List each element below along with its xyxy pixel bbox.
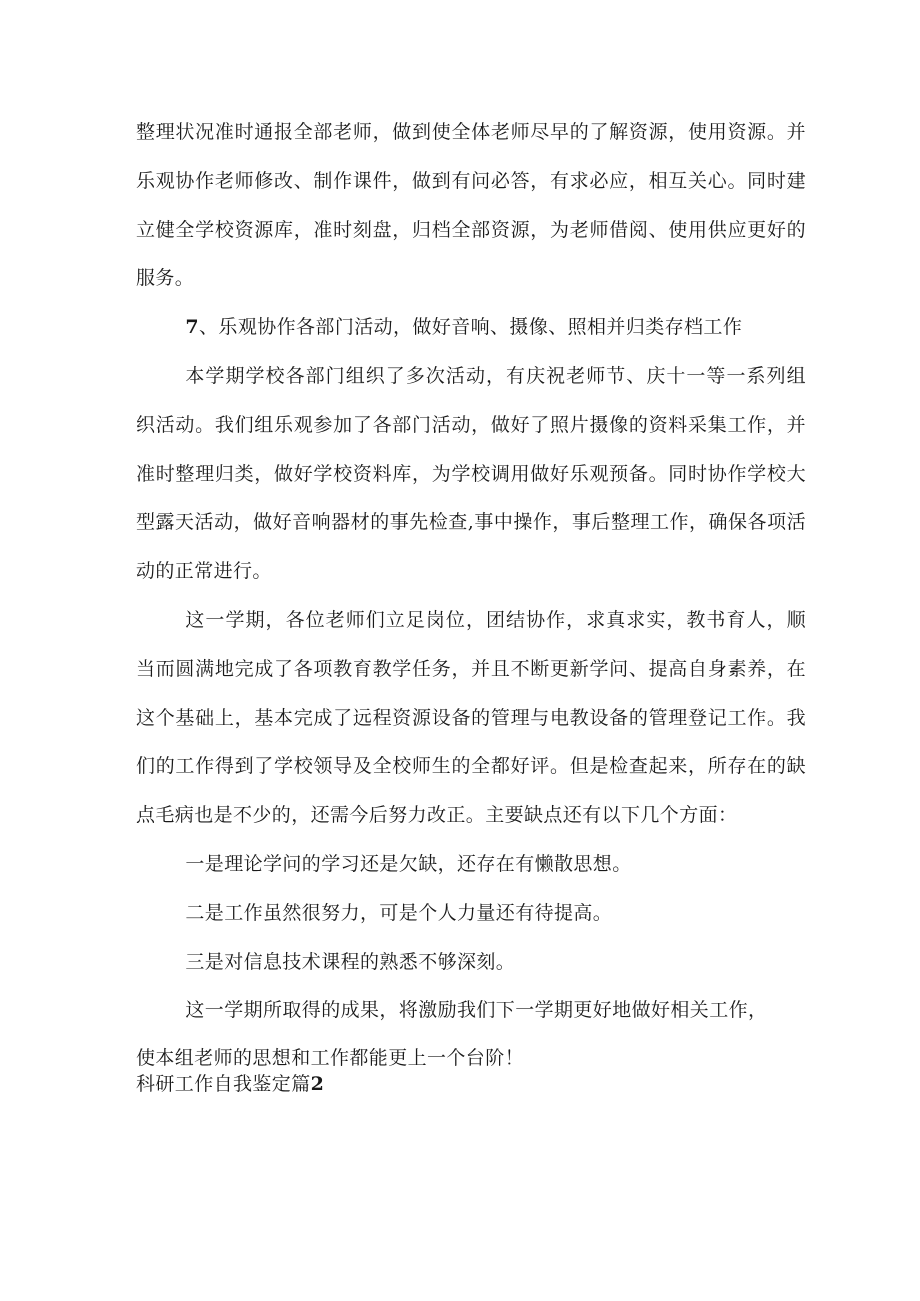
paragraph-conclusion: 这一学期所取得的成果，将激励我们下一学期更好地做好相关工作， <box>185 999 768 1022</box>
document-body <box>136 108 806 1097</box>
section-number: 7 <box>185 316 200 339</box>
section-heading-7 <box>136 303 806 352</box>
section-heading-text: 、乐观协作各部门活动，做好音响、摄像、照相并归类存档工作 <box>199 316 743 339</box>
closing-line: 使本组老师的思想和工作都能更上一个台阶！ <box>136 1047 525 1070</box>
next-title-number: 2 <box>310 1073 325 1096</box>
shortcoming-item-1: 一是理论学问的学习还是欠缺，还存在有懒散思想。 <box>185 852 632 875</box>
shortcoming-item-2: 二是工作虽然很努力，可是个人力量还有待提高。 <box>185 901 613 924</box>
paragraph-resource-management: 整理状况准时通报全部老师，做到使全体老师尽早的了解资源，使用资源。并乐观协作老师修改、制作课件，做到有问必答，有求必应，相互关心。同时建立健全学校资源库，准时刻盘，归档全部资源，为老师借阅、使用供应更好的服务。 <box>136 121 806 290</box>
shortcoming-item-3: 三是对信息技术课程的熟悉不够深刻。 <box>185 950 516 973</box>
paragraph-activities: 本学期学校各部门组织了多次活动，有庆祝老师节、庆十一等一系列组织活动。我们组乐观参加了各部门活动，做好了照片摄像的资料采集工作，并准时整理归类，做好学校资料库，为学校调用做好乐观预备。同时协作学校大型露天活动，做好音响器材的事先检查,事中操作，事后整理工作，确保各项活动的正常进行。 <box>136 364 806 583</box>
next-section-title <box>136 1071 806 1097</box>
paragraph-semester-summary: 这一学期，各位老师们立足岗位，团结协作，求真求实，教书育人，顺当而圆满地完成了各项教育教学任务，并且不断更新学问、提高自身素养，在这个基础上，基本完成了远程资源设备的管理与电教设备的管理登记工作。我们的工作得到了学校领导及全校师生的全都好评。但是检查起来，所存在的缺点毛病也是不少的，还需今后努力改正。主要缺点还有以下几个方面： <box>136 608 806 827</box>
next-title-text: 科研工作自我鉴定篇 <box>136 1073 311 1096</box>
